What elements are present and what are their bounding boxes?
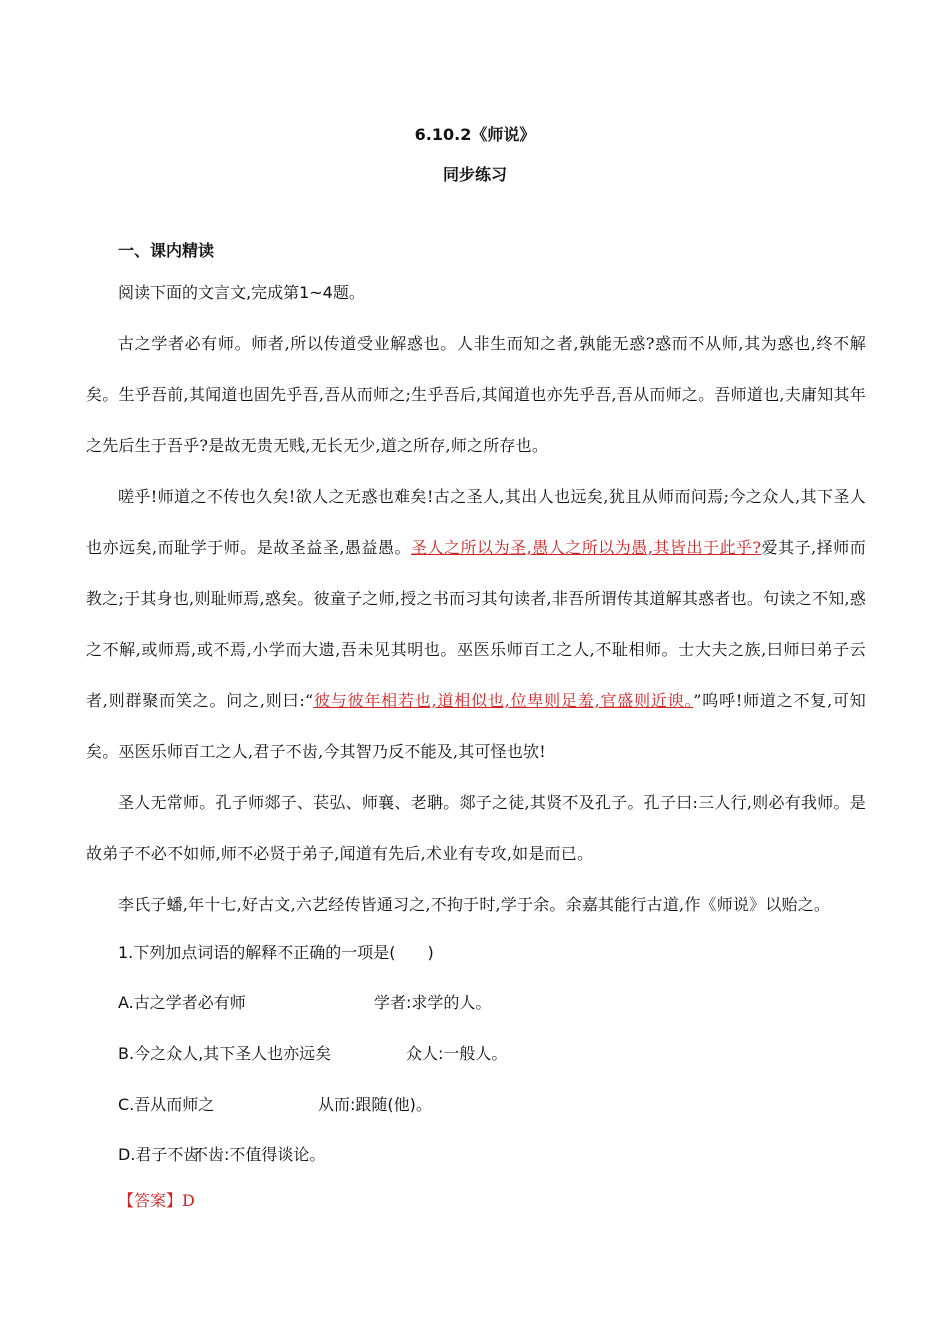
instruction-text: 阅读下面的文言文,完成第1~4题。: [118, 283, 365, 302]
highlighted-sentence-1: 圣人之所以为圣,愚人之所以为愚,其皆出于此乎?: [411, 538, 762, 557]
answer-line: [118, 1188, 195, 1211]
document-subtitle: 同步练习: [442, 165, 507, 184]
option-b: B.今之众人,其下圣人也亦远矣: [118, 1044, 332, 1063]
answer-label: 【答案】: [118, 1191, 183, 1210]
option-b-gloss: 众人:一般人。: [406, 1044, 508, 1063]
option-d-gloss: 不齿:不值得谈论。: [192, 1145, 326, 1164]
option-c: C.吾从而师之: [118, 1095, 215, 1114]
passage-text: 嗟乎!师道之不传也久矣!欲人之无惑也难矣!古之圣人,其出人也远矣,犹且从师而问焉;今之众人,其下圣人也亦远矣,而耻学于师。是故圣益圣,愚益愚。: [86, 487, 866, 557]
option-c-gloss: 从而:跟随(他)。: [318, 1095, 432, 1114]
option-a: A.古之学者必有师: [118, 993, 246, 1012]
passage-text: ”呜呼!师道之不复,可知矣。巫医乐师百工之人,君子不齿,今其智乃反不能及,其可怪也欤!: [86, 691, 866, 761]
passage-text: 爱其子,择师而教之;于其身也,则耻师焉,惑矣。彼童子之师,授之书而习其句读者,非吾所谓传其道解其惑者也。句读之不知,惑之不解,或师焉,或不焉,小学而大遗,吾未见其明也。巫医乐师百工之人,不耻相师。士大夫之族,曰师曰弟子云者,则群聚而笑之。问之,则曰:“: [86, 538, 866, 710]
passage-paragraph-2: [86, 471, 866, 777]
option-d: D.君子不齿: [118, 1145, 200, 1164]
option-a-gloss: 学者:求学的人。: [374, 993, 492, 1012]
passage-paragraph-1: 古之学者必有师。师者,所以传道受业解惑也。人非生而知之者,孰能无惑?惑而不从师,其为惑也,终不解矣。生乎吾前,其闻道也固先乎吾,吾从而师之;生乎吾后,其闻道也亦先乎吾,吾从而师之。吾师道也,夫庸知其年之先后生于吾乎?是故无贵无贱,无长无少,道之所存,师之所存也。: [86, 334, 866, 455]
answer-value: D: [182, 1191, 195, 1210]
document-title: 6.10.2《师说》: [414, 125, 536, 144]
passage-paragraph-3: 圣人无常师。孔子师郯子、苌弘、师襄、老聃。郯子之徒,其贤不及孔子。孔子曰:三人行,则必有我师。是故弟子不必不如师,师不必贤于弟子,闻道有先后,术业有专攻,如是而已。: [86, 793, 866, 863]
passage-paragraph-4: 李氏子蟠,年十七,好古文,六艺经传皆通习之,不拘于时,学于余。余嘉其能行古道,作《师说》以贻之。: [118, 895, 831, 914]
highlighted-sentence-2: 彼与彼年相若也,道相似也,位卑则足羞,官盛则近谀。: [313, 691, 694, 710]
section-heading: 一、课内精读: [118, 241, 215, 260]
question-stem: 1.下列加点词语的解释不正确的一项是( ): [118, 943, 434, 962]
